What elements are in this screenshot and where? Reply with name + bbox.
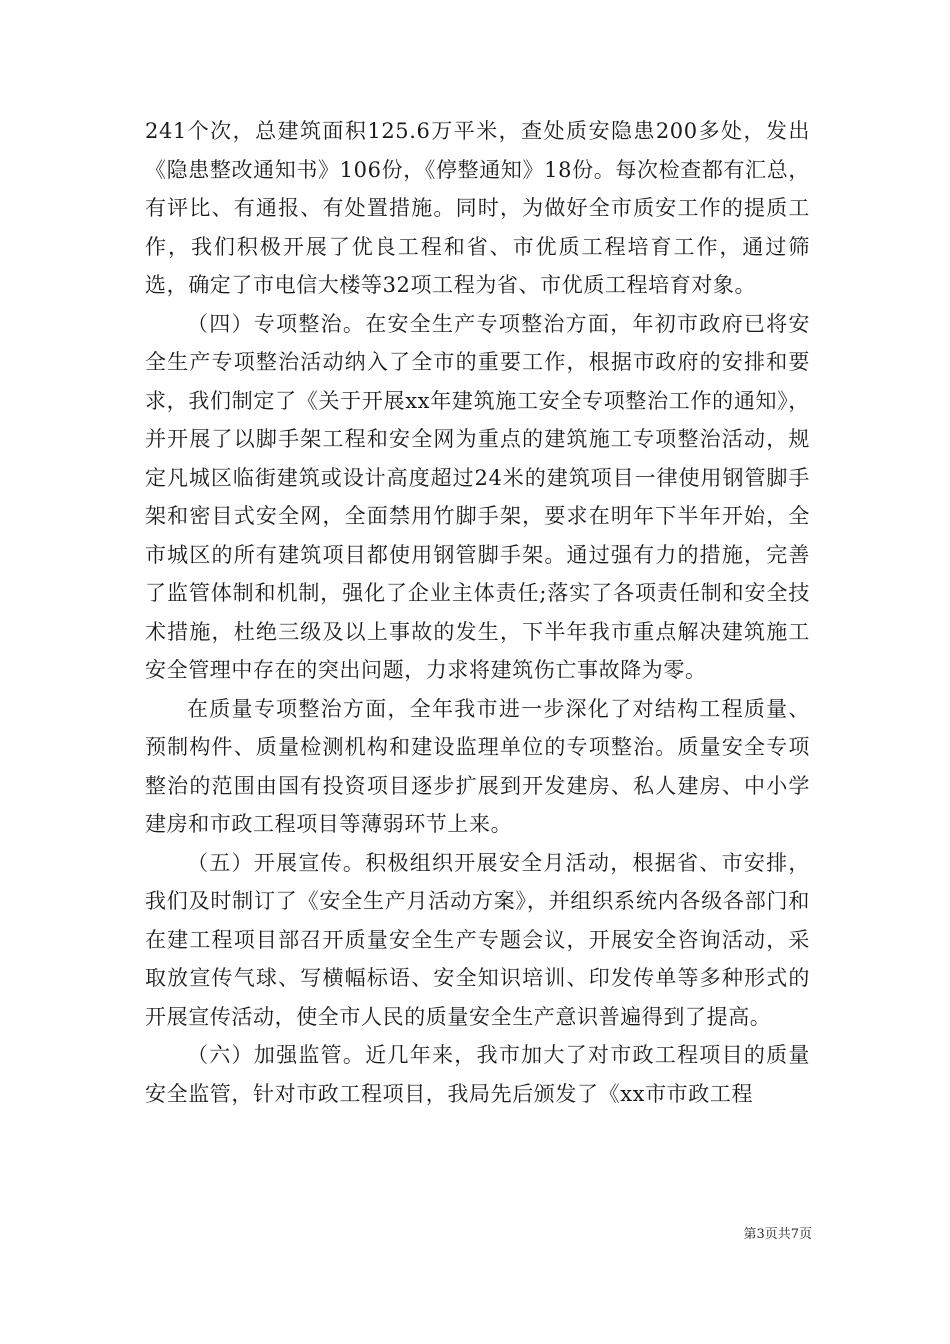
page-number: 第3页共7页: [743, 1227, 812, 1242]
paragraph-1: 241个次，总建筑面积125.6万平米，查处质安隐患200多处，发出《隐患整改通知书》106份，《停整通知》18份。每次检查都有汇总，有评比、有通报、有处置措施。同时，为做好全市质安工作的提质工作，我们积极开展了优良工程和省、市优质工程培育工作，通过筛选，确定了市电信大楼等32项工程为省、市优质工程培育对象。: [145, 119, 810, 297]
paragraph-3: 在质量专项整治方面，全年我市进一步深化了对结构工程质量、预制构件、质量检测机构和建设监理单位的专项整治。质量安全专项整治的范围由国有投资项目逐步扩展到开发建房、私人建房、中小学建房和市政工程项目等薄弱环节上来。: [145, 696, 810, 836]
paragraph-5: （六）加强监管。近几年来，我市加大了对市政工程项目的质量安全监管，针对市政工程项目，我局先后颁发了《xx市市政工程: [145, 1043, 810, 1106]
document-body: [145, 112, 810, 1113]
paragraph-4: （五）开展宣传。积极组织开展安全月活动，根据省、市安排，我们及时制订了《安全生产月活动方案》，并组织系统内各级各部门和在建工程项目部召开质量安全生产专题会议，开展安全咨询活动，采取放宣传气球、写横幅标语、安全知识培训、印发传单等多种形式的开展宣传活动，使全市人民的质量安全生产意识普遍得到了提高。: [145, 850, 810, 1029]
paragraph-2: （四）专项整治。在安全生产专项整治方面，年初市政府已将安全生产专项整治活动纳入了全市的重要工作，根据市政府的安排和要求，我们制定了《关于开展xx年建筑施工安全专项整治工作的通知》，并开展了以脚手架工程和安全网为重点的建筑施工专项整治活动，规定凡城区临街建筑或设计高度超过24米的建筑项目一律使用钢管脚手架和密目式安全网，全面禁用竹脚手架，要求在明年下半年开始，全市城区的所有建筑项目都使用钢管脚手架。通过强有力的措施，完善了监管体制和机制，强化了企业主体责任;落实了各项责任制和安全技术措施，杜绝三级及以上事故的发生，下半年我市重点解决建筑施工安全管理中存在的突出问题，力求将建筑伤亡事故降为零。: [145, 311, 810, 682]
